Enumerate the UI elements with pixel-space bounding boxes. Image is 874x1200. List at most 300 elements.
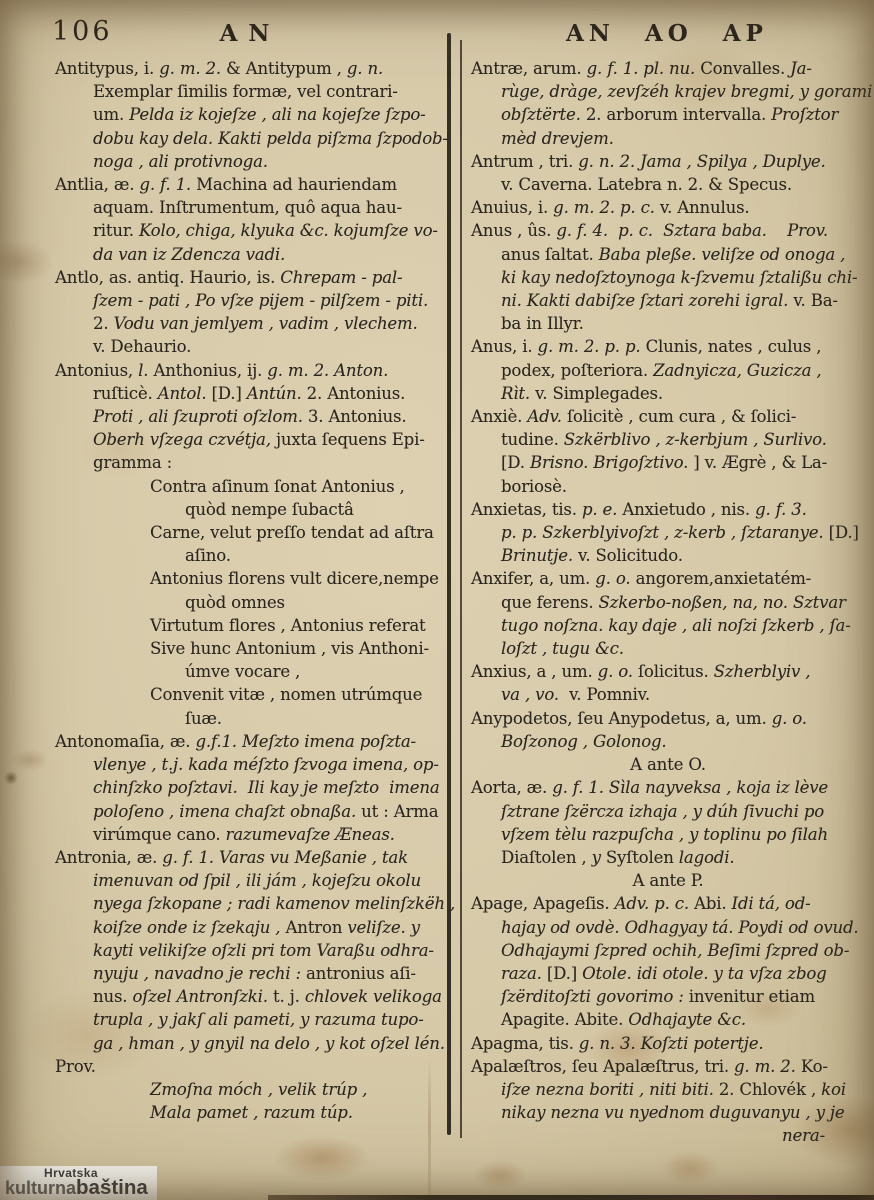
text-run: g. m. 2. — [734, 1056, 801, 1076]
text-run: 2. — [93, 314, 114, 334]
text-run: v. Annulus. — [659, 198, 750, 218]
text-line — [55, 637, 449, 660]
text-line — [471, 1055, 865, 1078]
text-line — [55, 428, 449, 451]
text-run: da van iz Zdencza vadi. — [93, 244, 286, 264]
dictionary-entry-Anxifer — [471, 567, 865, 660]
text-line — [55, 962, 449, 985]
text-run: trupla , y jakſ ali pameti, y razuma tupo- — [93, 1010, 424, 1030]
text-run: Vodu van jemlyem , vadim , vlechem. — [113, 314, 418, 334]
text-run: Proti , ali ſzuproti oſzlom. — [93, 407, 308, 427]
text-run: g. m. 2. p. p. — [537, 337, 646, 357]
text-run: Carne, velut preſſo tendat ad aſtra — [150, 523, 434, 543]
text-line — [471, 382, 865, 405]
text-run: juxta ſequens Epi- — [275, 430, 425, 450]
text-run: imenuvan od ſpil , ili jám , kojeſzu okolu — [93, 871, 422, 891]
text-line — [471, 730, 865, 753]
text-run: ] v. Ægrè , & La- — [693, 453, 828, 473]
text-line — [471, 1008, 865, 1031]
text-line — [471, 312, 865, 335]
text-run: invenitur etiam — [688, 987, 815, 1007]
dictionary-entry-Antronia-proverb — [55, 1078, 449, 1124]
text-line — [55, 869, 449, 892]
text-line — [471, 335, 865, 358]
dictionary-entry-section-A-ante-P — [471, 869, 865, 892]
text-line — [55, 521, 449, 544]
text-run: va , vo. — [501, 685, 564, 705]
text-run: p. e. — [581, 499, 623, 519]
text-run: v. Solicitudo. — [578, 546, 683, 566]
text-line — [55, 660, 449, 683]
text-line — [471, 103, 865, 126]
text-run: Sive hunc Antonium , vis Anthoni- — [150, 639, 429, 659]
watermark-line2 — [5, 1178, 157, 1199]
text-line — [55, 150, 449, 173]
text-run: gramma : — [93, 453, 173, 473]
text-line — [471, 289, 865, 312]
text-run: & Antitypum , — [226, 59, 347, 78]
text-run: Brinutje. — [501, 546, 579, 566]
text-line — [471, 150, 865, 173]
dictionary-entry-Anxietas — [471, 498, 865, 568]
text-run: um. — [93, 105, 130, 125]
watermark-kulturna: kulturna — [5, 1178, 77, 1198]
text-run: ga , hman , y gnyil na delo , y kot oſzel lén. — [93, 1033, 445, 1053]
text-line — [55, 289, 449, 312]
text-run: A ante P. — [632, 871, 704, 891]
dictionary-entry-Antitypus — [55, 57, 449, 173]
dictionary-entry-Anus-us — [471, 219, 865, 335]
right-column-header: AN AO AP — [566, 20, 768, 47]
text-run: ſolicitus. — [637, 662, 714, 682]
text-line — [471, 57, 865, 80]
watermark — [0, 1166, 157, 1200]
text-run: ſolicitè , cum cura , & ſolici- — [566, 407, 797, 427]
text-run: iſze nezna boriti , niti biti. — [501, 1079, 719, 1099]
text-run: Anus, i. — [471, 337, 538, 357]
text-run: Antitypus, i. — [55, 59, 160, 78]
text-line — [55, 800, 449, 823]
text-run: Anuius, i. — [471, 198, 554, 218]
text-run: Otole. idi otole. y ta vſza zbog — [582, 963, 827, 983]
text-run: tudine. — [501, 430, 564, 450]
text-line — [55, 359, 449, 382]
text-line — [471, 359, 865, 382]
text-run: anus ſaltat. — [501, 244, 599, 264]
text-run: Anthonius, ij. — [153, 360, 268, 380]
dictionary-entry-Anxius — [471, 660, 865, 706]
text-run: Anxius, a , um. — [471, 662, 598, 682]
text-run: Chrepam - pal- — [280, 267, 403, 287]
text-run: Convalles. — [700, 59, 791, 78]
text-run: Kolo, chiga, klyuka &c. kojumſze vo- — [138, 221, 438, 241]
text-run: Apage, Apageſis. — [471, 894, 615, 914]
text-run: ſuæ. — [185, 708, 222, 728]
text-run: v. Caverna. Latebra n. 2. & Specus. — [501, 175, 792, 195]
watermark-bastina: baština — [76, 1176, 148, 1199]
dictionary-entry-Anypodetos — [471, 707, 865, 753]
text-run: Antonius, — [55, 360, 139, 380]
text-run: ba in Illyr. — [501, 314, 584, 334]
text-line — [471, 985, 865, 1008]
text-run: koi — [821, 1079, 846, 1099]
text-run: Ja- — [790, 59, 812, 78]
text-run: Szkerbo-noßen, na, no. Sztvar — [598, 592, 846, 612]
left-text-column — [55, 57, 456, 1124]
text-run: Antrum , tri. — [471, 151, 579, 171]
text-run: Adv. — [527, 407, 567, 427]
text-run: Antlo, as. antiq. Haurio, is. — [55, 267, 281, 287]
text-run: Zadnyicza, Guzicza , — [653, 360, 822, 380]
dictionary-entry-Antrum — [471, 150, 865, 196]
text-run: v. Simplegades. — [535, 383, 663, 403]
text-line — [55, 916, 449, 939]
dictionary-entry-Antonius-epigram — [55, 475, 449, 730]
text-line — [55, 127, 449, 150]
text-run: poloſeno , imena chaſzt obnaßa. — [93, 801, 362, 821]
text-run: loſzt , tugu &c. — [501, 639, 624, 659]
text-run: Anxietas, tis. — [471, 499, 582, 519]
text-run: Antronia, æ. — [55, 847, 163, 867]
text-run: Zmoſna móch , velik trúp , — [150, 1079, 368, 1099]
text-run: g. m. 2. p. c. — [553, 198, 660, 218]
text-run: lagodi. — [678, 847, 735, 867]
text-run: t. j. — [272, 987, 305, 1007]
text-run: Apagite. Abite. — [501, 1010, 629, 1030]
text-line — [471, 776, 865, 799]
text-run: Contra aſinum ſonat Antonius , — [150, 476, 405, 496]
text-run: Diaſtolen , — [501, 847, 592, 867]
text-run: aſino. — [185, 546, 231, 566]
text-run: Boſzonog , Golonog. — [501, 731, 667, 751]
text-line — [471, 1124, 865, 1147]
text-run: Szherblyiv , — [713, 662, 811, 682]
text-line — [471, 637, 865, 660]
text-run: chlovek velikoga — [304, 987, 442, 1007]
text-line — [55, 57, 449, 80]
text-run: que ferens. — [501, 592, 599, 612]
text-run: Apagma, tis. — [471, 1033, 579, 1053]
dictionary-entry-Apage — [471, 892, 865, 1031]
text-run: Antol. — [157, 383, 212, 403]
dictionary-entry-Antlia — [55, 173, 449, 266]
text-run: dobu kay dela. Kakti pelda piſzma ſzpodob- — [93, 128, 448, 148]
dictionary-entry-Antrae — [471, 57, 873, 150]
text-run: veliſze. y — [347, 917, 420, 937]
text-run: ritur. — [93, 221, 139, 241]
text-run: Anus , ûs. — [471, 221, 557, 241]
text-line — [55, 103, 449, 126]
text-run: [D. — [501, 453, 530, 473]
dictionary-entry-catchword — [471, 1124, 865, 1147]
text-line — [55, 335, 449, 358]
text-run: kayti velikiſze oſzli pri tom Varaßu odhra- — [93, 940, 434, 960]
text-run: Idi tá, od- — [731, 894, 811, 914]
text-line — [55, 591, 449, 614]
text-run: g. o. — [771, 708, 807, 728]
text-run: Anxifer, a, um. — [471, 569, 596, 589]
text-run: hajay od ovdè. Odhagyay tá. Poydi od ovud. — [501, 917, 859, 937]
text-line — [471, 916, 865, 939]
text-line — [471, 892, 865, 915]
text-line — [55, 614, 449, 637]
scan-bottom-edge — [268, 1195, 874, 1200]
text-line — [471, 475, 865, 498]
text-line — [55, 753, 449, 776]
text-run: Szkërblivo , z-kerbjum , Surlivo. — [563, 430, 827, 450]
text-run: obſztërte. — [501, 105, 586, 125]
text-run: Machina ad hauriendam — [196, 175, 397, 195]
text-run: razumevaſze Æneas. — [225, 824, 395, 844]
text-line — [471, 1078, 865, 1101]
text-run: ut : Arma — [361, 801, 439, 821]
text-run: podex, poſteriora. — [501, 360, 654, 380]
text-run: g. n. 3. Koſzti potertje. — [578, 1033, 764, 1053]
text-run: Clunis, nates , culus , — [645, 337, 822, 357]
dictionary-entry-Apagma — [471, 1032, 865, 1055]
text-run: g. o. — [597, 662, 638, 682]
text-run: [D.] — [546, 963, 583, 983]
text-run: noga , ali protivnoga. — [93, 151, 268, 171]
text-run: Odhajayte &c. — [628, 1010, 746, 1030]
text-line — [55, 382, 449, 405]
text-run: Antonomaſia, æ. — [55, 731, 196, 751]
text-line — [471, 614, 865, 637]
text-run: Baba pleße. veliſze od onoga , — [598, 244, 846, 264]
text-run: v. Ba- — [793, 291, 838, 311]
text-run: Virtutum flores , Antonius referat — [150, 615, 426, 635]
dictionary-entry-section-A-ante-O — [471, 753, 865, 776]
text-line — [471, 80, 873, 103]
text-run: ſztrane ſzërcza izhaja , y dúh ſivuchi po — [501, 801, 825, 821]
text-run: tugo noſzna. kay daje , ali noſzi ſzkerb , ſa- — [501, 615, 851, 635]
left-column-header: AN — [219, 20, 281, 47]
text-line — [471, 173, 865, 196]
text-line — [471, 1101, 865, 1124]
text-run: Anxiè. — [471, 407, 528, 427]
text-run: Antræ, arum. — [471, 59, 587, 78]
text-line — [55, 567, 449, 590]
text-run: nyuju , navadno je rechi : — [93, 963, 306, 983]
text-run: g. f. 1. Varas vu Meßanie , tak — [162, 847, 408, 867]
text-run: 2. Chlovék , — [718, 1079, 822, 1099]
text-line — [471, 451, 865, 474]
text-run: Proſztor — [771, 105, 839, 125]
text-run: 2. arborum intervalla. — [585, 105, 772, 125]
text-run: g.f.1. Meſzto imena poſzta- — [195, 731, 416, 751]
text-line — [55, 475, 449, 498]
watermark-line1: Hrvatska — [44, 1166, 98, 1180]
text-run: g. o. — [595, 569, 636, 589]
dictionary-entry-Antonius — [55, 359, 449, 475]
text-run: v. Dehaurio. — [93, 337, 192, 357]
dictionary-entry-Anus-i — [471, 335, 865, 405]
text-run: v. Pomniv. — [564, 685, 650, 705]
text-line — [55, 173, 449, 196]
text-line — [471, 219, 865, 242]
text-run: Adv. p. c. — [614, 894, 695, 914]
text-run: Antún. — [246, 383, 307, 403]
text-run: angorem,anxietatém- — [635, 569, 812, 589]
page-number: 106 — [52, 16, 113, 47]
text-run: Oberh vſzega czvétja, — [93, 430, 276, 450]
text-run: y — [591, 847, 606, 867]
text-run: Rìt. — [501, 383, 536, 403]
dictionary-entry-Antronia — [55, 846, 456, 1078]
text-line — [55, 1008, 449, 1031]
text-run: [D.] — [211, 383, 247, 403]
text-run: Brisno. Brigoſztivo. — [529, 453, 694, 473]
text-line — [55, 312, 449, 335]
text-line — [471, 591, 865, 614]
text-line — [471, 846, 865, 869]
column-divider-thin-rule — [460, 40, 462, 1138]
text-line — [55, 823, 449, 846]
text-line — [471, 428, 865, 451]
text-line — [471, 823, 865, 846]
text-line — [55, 451, 449, 474]
text-run: g. m. 2. — [159, 59, 227, 78]
text-run: Mala pamet , razum túp. — [150, 1103, 353, 1123]
text-line — [471, 753, 865, 776]
text-run: Syſtolen — [605, 847, 679, 867]
text-run: 2. Antonius. — [306, 383, 406, 403]
text-run: nera- — [782, 1126, 825, 1146]
text-run: [D.] — [828, 523, 859, 543]
text-line — [471, 683, 865, 706]
text-run: ki kay nedoſztoynoga k-ſzvemu ſztalißu chi- — [501, 267, 858, 287]
text-line — [471, 544, 865, 567]
dictionary-entry-Apalaestros — [471, 1055, 865, 1125]
text-line — [55, 939, 449, 962]
text-run: virúmque cano. — [93, 824, 226, 844]
text-run: Antlia, æ. — [55, 175, 140, 195]
text-run: Abi. — [694, 894, 732, 914]
text-line — [471, 800, 865, 823]
text-run: Antonius florens vult dicere,nempe — [150, 569, 439, 589]
text-line — [55, 1078, 449, 1101]
dictionary-entry-Antlo — [55, 266, 449, 359]
text-run: Anxietudo , nis. — [622, 499, 756, 519]
text-run: nyega ſzkopane ; radi kamenov melinſzkëh , — [93, 894, 456, 914]
dictionary-entry-Anxie — [471, 405, 865, 498]
text-line — [471, 498, 865, 521]
text-line — [55, 730, 449, 753]
text-line — [55, 776, 449, 799]
text-run: Convenit vitæ , nomen utrúmque — [150, 685, 423, 705]
dictionary-entry-Aorta — [471, 776, 865, 869]
text-run: antronius aſi- — [305, 963, 416, 983]
text-line — [471, 196, 865, 219]
text-run: mèd drevjem. — [501, 128, 614, 148]
text-line — [55, 846, 449, 869]
text-run: g. f. 4. p. c. Sztara baba. Prov. — [556, 221, 828, 241]
text-run: g. m. 2. Anton. — [267, 360, 389, 380]
text-run: ſzërditoſzti govorimo : — [501, 987, 689, 1007]
right-text-column — [471, 57, 873, 1148]
text-line — [471, 869, 865, 892]
text-line — [55, 196, 449, 219]
text-run: Anypodetos, ſeu Anypodetus, a, um. — [471, 708, 772, 728]
text-run: Prov. — [55, 1056, 96, 1076]
text-run: g. f. 1. — [139, 175, 197, 195]
text-run: aquam. Inſtrumentum, quô aqua hau- — [93, 198, 402, 218]
text-run: quòd nempe ſubactâ — [185, 499, 354, 519]
text-run: koiſze onde iz ſzekaju , — [93, 917, 286, 937]
text-run: quòd omnes — [185, 592, 285, 612]
text-run: Pelda iz kojeſze , ali na kojeſze ſzpo- — [129, 105, 426, 125]
text-line — [471, 962, 865, 985]
text-run: g. f. 1. Sìla nayveksa , koja iz lève — [552, 778, 829, 798]
text-line — [471, 405, 865, 428]
text-run: nikay nezna vu nyednom duguvanyu , y je — [501, 1103, 845, 1123]
text-line — [55, 243, 449, 266]
text-run: g. n. — [346, 59, 384, 78]
text-run: Ko- — [800, 1056, 828, 1076]
text-run: l. — [138, 360, 154, 380]
text-run: úmve vocare , — [185, 662, 301, 682]
text-line — [55, 80, 449, 103]
text-run: ſzem - pati , Po vſze pijem - pilſzem - piti. — [93, 291, 429, 311]
text-line — [55, 707, 449, 730]
text-line — [471, 567, 865, 590]
text-line — [55, 683, 449, 706]
paper-crease — [428, 1056, 431, 1200]
text-line — [471, 1032, 865, 1055]
text-run: ruſticè. — [93, 383, 158, 403]
text-line — [471, 266, 865, 289]
text-line — [55, 266, 449, 289]
text-line — [471, 127, 865, 150]
text-line — [55, 892, 456, 915]
text-run: ni. Kakti dabiſze ſztari zorehi igral. — [501, 291, 794, 311]
text-run: boriosè. — [501, 476, 567, 496]
text-line — [55, 544, 449, 567]
text-line — [55, 405, 449, 428]
text-run: Odhajaymi ſzpred ochih, Beſimi ſzpred ob- — [501, 940, 850, 960]
text-run: Antron — [285, 917, 348, 937]
text-run: chinſzko poſztavi. Ili kay je meſzto imena — [93, 778, 440, 798]
text-line — [471, 707, 865, 730]
text-run: rùge, dràge, zevſzéh krajev bregmi, y gorami — [501, 82, 873, 102]
text-run: Aorta, æ. — [471, 778, 553, 798]
dictionary-entry-Anuius — [471, 196, 865, 219]
text-run: vlenye , t.j. kada méſzto ſzvoga imena, op- — [93, 755, 439, 775]
text-line — [55, 985, 449, 1008]
text-run: vſzem tèlu razpuſcha , y toplinu po ſilah — [501, 824, 828, 844]
text-line — [55, 1055, 449, 1078]
text-line — [55, 1032, 449, 1055]
text-run: 3. Antonius. — [307, 407, 407, 427]
text-run: g. n. 2. Jama , Spilya , Duplye. — [578, 151, 826, 171]
text-run: p. p. Szkerblyivoſzt , z-kerb , ſztaranye. — [501, 523, 829, 543]
text-line — [471, 521, 865, 544]
text-run: oſzel Antronſzki. — [132, 987, 273, 1007]
text-run: Apalæſtros, ſeu Apalæſtrus, tri. — [471, 1056, 735, 1076]
dictionary-entry-Antonomasia — [55, 730, 449, 846]
text-run: A ante O. — [630, 755, 706, 775]
text-line — [471, 660, 865, 683]
text-run: g. f. 1. pl. nu. — [586, 59, 701, 78]
text-run: Exemplar ſimilis formæ, vel contrari- — [93, 82, 398, 102]
text-line — [55, 1101, 449, 1124]
text-run: nus. — [93, 987, 133, 1007]
text-line — [55, 219, 449, 242]
text-run: raza. — [501, 963, 547, 983]
text-line — [471, 243, 865, 266]
text-line — [471, 939, 865, 962]
text-line — [55, 498, 449, 521]
